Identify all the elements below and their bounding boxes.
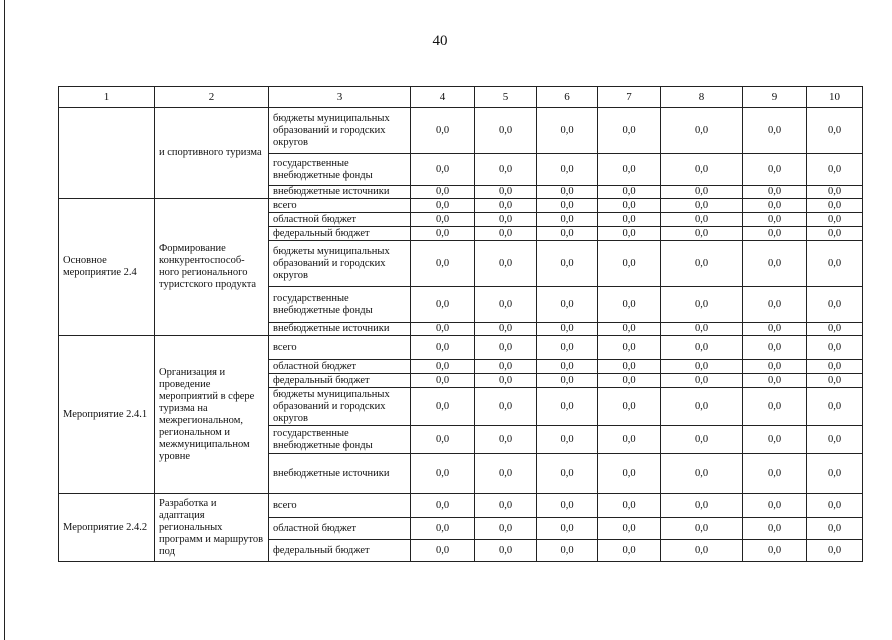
column-header: 5 xyxy=(475,87,537,108)
value-cell: 0,0 xyxy=(475,336,537,360)
value-cell: 0,0 xyxy=(807,540,863,562)
value-cell: 0,0 xyxy=(411,426,475,454)
column-header: 8 xyxy=(661,87,743,108)
value-cell: 0,0 xyxy=(807,108,863,154)
value-cell: 0,0 xyxy=(475,454,537,494)
value-cell: 0,0 xyxy=(411,454,475,494)
activity-code-cell: Основное мероприятие 2.4 xyxy=(59,199,155,336)
value-cell: 0,0 xyxy=(475,241,537,287)
value-cell: 0,0 xyxy=(807,336,863,360)
value-cell: 0,0 xyxy=(598,154,661,186)
value-cell: 0,0 xyxy=(598,540,661,562)
value-cell: 0,0 xyxy=(661,494,743,518)
activity-name-cell: и спортивного туризма xyxy=(155,108,269,199)
value-cell: 0,0 xyxy=(475,227,537,241)
value-cell: 0,0 xyxy=(743,518,807,540)
value-cell: 0,0 xyxy=(743,360,807,374)
value-cell: 0,0 xyxy=(411,154,475,186)
value-cell: 0,0 xyxy=(475,213,537,227)
value-cell: 0,0 xyxy=(743,540,807,562)
value-cell: 0,0 xyxy=(661,388,743,426)
activity-name-cell: Формирование конкурентоспособ-ного регионального туристского продукта xyxy=(155,199,269,336)
table-row xyxy=(59,494,863,518)
value-cell: 0,0 xyxy=(598,454,661,494)
activity-code-cell: Мероприятие 2.4.2 xyxy=(59,494,155,562)
value-cell: 0,0 xyxy=(411,518,475,540)
value-cell: 0,0 xyxy=(807,426,863,454)
value-cell: 0,0 xyxy=(475,186,537,199)
value-cell: 0,0 xyxy=(475,108,537,154)
value-cell: 0,0 xyxy=(598,518,661,540)
value-cell: 0,0 xyxy=(743,323,807,336)
funding-source-cell: областной бюджет xyxy=(269,360,411,374)
value-cell: 0,0 xyxy=(598,199,661,213)
value-cell: 0,0 xyxy=(411,388,475,426)
column-header: 3 xyxy=(269,87,411,108)
value-cell: 0,0 xyxy=(743,336,807,360)
budget-table xyxy=(58,86,863,562)
value-cell: 0,0 xyxy=(537,227,598,241)
column-header: 7 xyxy=(598,87,661,108)
funding-source-cell: бюджеты муниципальных образований и городских округов xyxy=(269,108,411,154)
value-cell: 0,0 xyxy=(537,388,598,426)
value-cell: 0,0 xyxy=(598,186,661,199)
value-cell: 0,0 xyxy=(743,213,807,227)
value-cell: 0,0 xyxy=(807,287,863,323)
value-cell: 0,0 xyxy=(475,199,537,213)
column-header: 2 xyxy=(155,87,269,108)
value-cell: 0,0 xyxy=(661,336,743,360)
value-cell: 0,0 xyxy=(807,360,863,374)
activity-name-cell: Организация и проведение мероприятий в сфере туризма на межрегиональном, региональном и межмуниципальном уровне xyxy=(155,336,269,494)
funding-source-cell: всего xyxy=(269,494,411,518)
value-cell: 0,0 xyxy=(807,213,863,227)
value-cell: 0,0 xyxy=(598,388,661,426)
value-cell: 0,0 xyxy=(537,241,598,287)
value-cell: 0,0 xyxy=(807,323,863,336)
value-cell: 0,0 xyxy=(807,227,863,241)
value-cell: 0,0 xyxy=(411,323,475,336)
funding-source-cell: всего xyxy=(269,199,411,213)
value-cell: 0,0 xyxy=(661,154,743,186)
value-cell: 0,0 xyxy=(537,199,598,213)
value-cell: 0,0 xyxy=(411,540,475,562)
value-cell: 0,0 xyxy=(411,241,475,287)
value-cell: 0,0 xyxy=(807,518,863,540)
value-cell: 0,0 xyxy=(598,287,661,323)
value-cell: 0,0 xyxy=(661,227,743,241)
value-cell: 0,0 xyxy=(598,227,661,241)
value-cell: 0,0 xyxy=(537,518,598,540)
value-cell: 0,0 xyxy=(743,287,807,323)
column-header: 1 xyxy=(59,87,155,108)
column-header: 4 xyxy=(411,87,475,108)
value-cell: 0,0 xyxy=(743,374,807,388)
value-cell: 0,0 xyxy=(598,213,661,227)
value-cell: 0,0 xyxy=(598,323,661,336)
value-cell: 0,0 xyxy=(598,360,661,374)
value-cell: 0,0 xyxy=(475,374,537,388)
funding-source-cell: федеральный бюджет xyxy=(269,374,411,388)
value-cell: 0,0 xyxy=(411,374,475,388)
table-row xyxy=(59,199,863,213)
value-cell: 0,0 xyxy=(807,199,863,213)
activity-code-cell: Мероприятие 2.4.1 xyxy=(59,336,155,494)
funding-source-cell: бюджеты муниципальных образований и городских округов xyxy=(269,388,411,426)
funding-source-cell: государственные внебюджетные фонды xyxy=(269,154,411,186)
value-cell: 0,0 xyxy=(661,360,743,374)
funding-source-cell: внебюджетные источники xyxy=(269,323,411,336)
value-cell: 0,0 xyxy=(807,241,863,287)
value-cell: 0,0 xyxy=(743,227,807,241)
funding-source-cell: всего xyxy=(269,336,411,360)
value-cell: 0,0 xyxy=(475,388,537,426)
value-cell: 0,0 xyxy=(807,494,863,518)
funding-source-cell: федеральный бюджет xyxy=(269,540,411,562)
funding-source-cell: федеральный бюджет xyxy=(269,227,411,241)
value-cell: 0,0 xyxy=(661,323,743,336)
page-number: 40 xyxy=(432,33,448,49)
value-cell: 0,0 xyxy=(807,388,863,426)
value-cell: 0,0 xyxy=(537,494,598,518)
value-cell: 0,0 xyxy=(807,186,863,199)
value-cell: 0,0 xyxy=(743,426,807,454)
column-header: 9 xyxy=(743,87,807,108)
funding-source-cell: областной бюджет xyxy=(269,213,411,227)
value-cell: 0,0 xyxy=(537,374,598,388)
value-cell: 0,0 xyxy=(743,388,807,426)
funding-source-cell: бюджеты муниципальных образований и городских округов xyxy=(269,241,411,287)
value-cell: 0,0 xyxy=(598,336,661,360)
value-cell: 0,0 xyxy=(537,540,598,562)
value-cell: 0,0 xyxy=(807,454,863,494)
value-cell: 0,0 xyxy=(537,426,598,454)
funding-source-cell: внебюджетные источники xyxy=(269,186,411,199)
value-cell: 0,0 xyxy=(743,108,807,154)
value-cell: 0,0 xyxy=(411,287,475,323)
table-body xyxy=(59,108,863,562)
value-cell: 0,0 xyxy=(661,241,743,287)
value-cell: 0,0 xyxy=(537,287,598,323)
value-cell: 0,0 xyxy=(807,154,863,186)
value-cell: 0,0 xyxy=(475,518,537,540)
value-cell: 0,0 xyxy=(743,494,807,518)
value-cell: 0,0 xyxy=(475,426,537,454)
value-cell: 0,0 xyxy=(661,426,743,454)
value-cell: 0,0 xyxy=(411,199,475,213)
value-cell: 0,0 xyxy=(743,186,807,199)
value-cell: 0,0 xyxy=(598,374,661,388)
funding-source-cell: внебюджетные источники xyxy=(269,454,411,494)
value-cell: 0,0 xyxy=(661,287,743,323)
value-cell: 0,0 xyxy=(661,199,743,213)
value-cell: 0,0 xyxy=(411,360,475,374)
value-cell: 0,0 xyxy=(598,494,661,518)
value-cell: 0,0 xyxy=(411,494,475,518)
value-cell: 0,0 xyxy=(537,323,598,336)
value-cell: 0,0 xyxy=(537,360,598,374)
value-cell: 0,0 xyxy=(661,518,743,540)
value-cell: 0,0 xyxy=(743,241,807,287)
value-cell: 0,0 xyxy=(475,287,537,323)
value-cell: 0,0 xyxy=(661,186,743,199)
value-cell: 0,0 xyxy=(743,199,807,213)
value-cell: 0,0 xyxy=(475,360,537,374)
value-cell: 0,0 xyxy=(661,540,743,562)
value-cell: 0,0 xyxy=(661,213,743,227)
value-cell: 0,0 xyxy=(537,186,598,199)
activity-code-cell xyxy=(59,108,155,199)
value-cell: 0,0 xyxy=(537,454,598,494)
funding-source-cell: государственные внебюджетные фонды xyxy=(269,287,411,323)
value-cell: 0,0 xyxy=(661,374,743,388)
table-row xyxy=(59,108,863,154)
value-cell: 0,0 xyxy=(537,108,598,154)
value-cell: 0,0 xyxy=(537,336,598,360)
value-cell: 0,0 xyxy=(743,154,807,186)
value-cell: 0,0 xyxy=(598,241,661,287)
activity-name-cell: Разработка и адаптация региональных программ и маршрутов под xyxy=(155,494,269,562)
value-cell: 0,0 xyxy=(598,108,661,154)
funding-source-cell: государственные внебюджетные фонды xyxy=(269,426,411,454)
value-cell: 0,0 xyxy=(537,213,598,227)
column-header: 6 xyxy=(537,87,598,108)
page-left-edge xyxy=(4,0,5,640)
value-cell: 0,0 xyxy=(411,186,475,199)
value-cell: 0,0 xyxy=(598,426,661,454)
funding-source-cell: областной бюджет xyxy=(269,518,411,540)
table-row xyxy=(59,336,863,360)
header-row xyxy=(59,87,863,108)
value-cell: 0,0 xyxy=(537,154,598,186)
value-cell: 0,0 xyxy=(661,454,743,494)
value-cell: 0,0 xyxy=(411,227,475,241)
value-cell: 0,0 xyxy=(475,154,537,186)
column-header: 10 xyxy=(807,87,863,108)
value-cell: 0,0 xyxy=(807,374,863,388)
value-cell: 0,0 xyxy=(743,454,807,494)
value-cell: 0,0 xyxy=(475,494,537,518)
value-cell: 0,0 xyxy=(661,108,743,154)
value-cell: 0,0 xyxy=(475,540,537,562)
value-cell: 0,0 xyxy=(411,213,475,227)
value-cell: 0,0 xyxy=(411,108,475,154)
value-cell: 0,0 xyxy=(411,336,475,360)
value-cell: 0,0 xyxy=(475,323,537,336)
